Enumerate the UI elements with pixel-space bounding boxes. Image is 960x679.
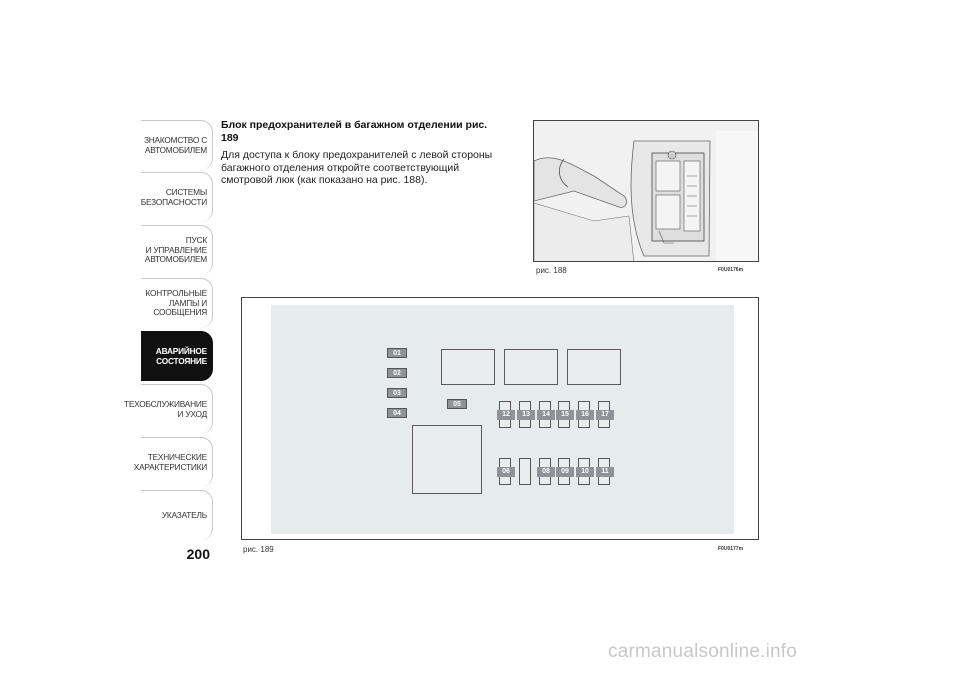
fuse-label-05: 05 (447, 399, 467, 409)
figure-188-code: F0U0176m (718, 267, 744, 273)
fuse-10 (578, 458, 590, 485)
tab-specs[interactable]: ТЕХНИЧЕСКИЕ ХАРАКТЕРИСТИКИ (141, 437, 213, 487)
relay-large (412, 425, 482, 494)
figure-188-image (533, 120, 759, 262)
figure-189-code: F0U0177m (718, 546, 744, 552)
fuse-empty-slot (519, 458, 531, 485)
tab-intro[interactable]: ЗНАКОМСТВО С АВТОМОБИЛЕМ (141, 120, 213, 170)
fuse-panel (271, 305, 734, 534)
fuse-label-04: 04 (387, 408, 407, 418)
fuse-16 (578, 401, 590, 428)
relay-3 (567, 349, 621, 385)
section-text (221, 119, 501, 187)
fuse-num: 08 (537, 467, 555, 477)
tab-index[interactable]: УКАЗАТЕЛЬ (141, 490, 213, 540)
fuse-13 (519, 401, 531, 428)
fuse-09 (558, 458, 570, 485)
trunk-access-illustration (534, 121, 759, 262)
section-body: Для доступа к блоку предохранителей с левой стороны багажного отделения откройте соответствующий смотровой люк (как показано на рис. 188). (221, 149, 493, 186)
tab-emergency[interactable]: АВАРИЙНОЕ СОСТОЯНИЕ (141, 331, 213, 381)
figure-188-caption: рис. 188 (536, 266, 567, 275)
fuse-17 (598, 401, 610, 428)
fuse-num: 10 (576, 467, 594, 477)
fuse-num: 17 (596, 410, 614, 420)
fuse-label-03: 03 (387, 388, 407, 398)
fuse-num: 11 (596, 467, 614, 477)
fuse-num: 14 (537, 410, 555, 420)
figure-189-caption: рис. 189 (243, 545, 274, 554)
fuse-num: 06 (497, 467, 515, 477)
tab-warnings[interactable]: КОНТРОЛЬНЫЕ ЛАМПЫ И СООБЩЕНИЯ (141, 278, 213, 328)
fuse-num: 13 (517, 410, 535, 420)
fuse-12 (499, 401, 511, 428)
fuse-15 (558, 401, 570, 428)
section-heading: Блок предохранителей в багажном отделении рис. 189 (221, 119, 488, 144)
fuse-num: 15 (556, 410, 574, 420)
page-number: 200 (186, 546, 210, 562)
fuse-num: 16 (576, 410, 594, 420)
fuse-label-02: 02 (387, 368, 407, 378)
figure-189-fuse-diagram (241, 297, 759, 540)
tab-maintenance[interactable]: ТЕХОБСЛУЖИВАНИЕ И УХОД (141, 384, 213, 434)
relay-1 (441, 349, 495, 385)
fuse-08 (539, 458, 551, 485)
watermark-text: carmanualsonline.info (608, 641, 798, 662)
tab-safety[interactable]: СИСТЕМЫ БЕЗОПАСНОСТИ (141, 172, 213, 222)
relay-2 (504, 349, 558, 385)
fuse-label-01: 01 (387, 348, 407, 358)
tab-driving[interactable]: ПУСК И УПРАВЛЕНИЕ АВТОМОБИЛЕМ (141, 225, 213, 275)
fuse-num: 12 (497, 410, 515, 420)
fuse-06 (499, 458, 511, 485)
fuse-14 (539, 401, 551, 428)
fuse-num: 09 (556, 467, 574, 477)
fuse-11 (598, 458, 610, 485)
